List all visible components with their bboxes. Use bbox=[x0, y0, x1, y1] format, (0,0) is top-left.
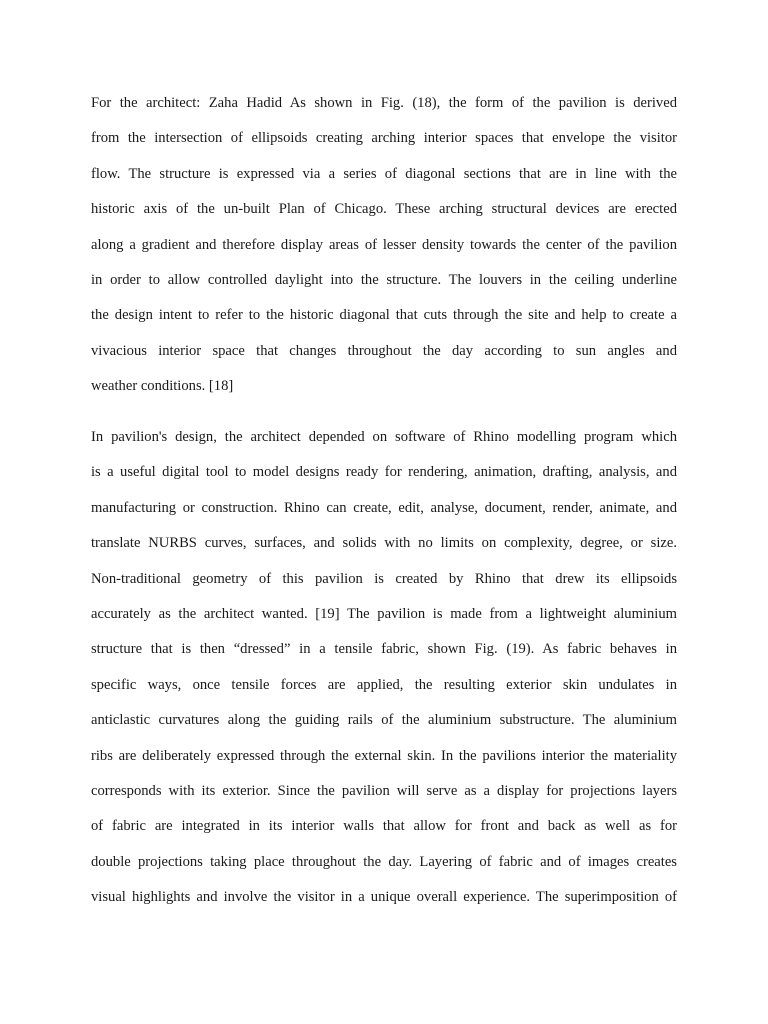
paragraph-line: flow. The structure is expressed via a series of diagonal sections that are in line with the bbox=[91, 165, 677, 182]
paragraph-line: anticlastic curvatures along the guiding rails of the aluminium substructure. The aluminium bbox=[91, 712, 677, 729]
paragraph-line: specific ways, once tensile forces are applied, the resulting exterior skin undulates in bbox=[91, 676, 677, 693]
paragraph-line: of fabric are integrated in its interior walls that allow for front and back as well as for bbox=[91, 818, 677, 835]
paragraph-line: ribs are deliberately expressed through the external skin. In the pavilions interior the materiality bbox=[91, 747, 677, 764]
paragraph-line: corresponds with its exterior. Since the pavilion will serve as a display for projections layers bbox=[91, 782, 677, 799]
paragraph-line: the design intent to refer to the historic diagonal that cuts through the site and help to create a bbox=[91, 307, 677, 324]
paragraph-line: along a gradient and therefore display areas of lesser density towards the center of the pavilion bbox=[91, 236, 677, 253]
paragraph-line: is a useful digital tool to model designs ready for rendering, animation, drafting, analysis, and bbox=[91, 464, 677, 481]
paragraph-line: visual highlights and involve the visitor in a unique overall experience. The superimposition of bbox=[91, 889, 677, 906]
paragraph-line: double projections taking place throughout the day. Layering of fabric and of images creates bbox=[91, 853, 677, 870]
paragraph-zaha-hadid-pavilion bbox=[91, 86, 677, 405]
paragraph-line: in order to allow controlled daylight into the structure. The louvers in the ceiling underline bbox=[91, 271, 677, 288]
paragraph-rhino-modelling bbox=[91, 420, 677, 915]
paragraph-line: Non-traditional geometry of this pavilion is created by Rhino that drew its ellipsoids bbox=[91, 570, 677, 587]
paragraph-line: historic axis of the un-built Plan of Chicago. These arching structural devices are erected bbox=[91, 201, 677, 218]
paragraph-line: translate NURBS curves, surfaces, and solids with no limits on complexity, degree, or size. bbox=[91, 535, 677, 552]
paragraph-line: structure that is then “dressed” in a tensile fabric, shown Fig. (19). As fabric behaves in bbox=[91, 641, 677, 658]
paragraph-line: accurately as the architect wanted. [19] The pavilion is made from a lightweight aluminium bbox=[91, 605, 677, 622]
paragraph-line: from the intersection of ellipsoids creating arching interior spaces that envelope the visitor bbox=[91, 130, 677, 147]
paragraph-line: In pavilion's design, the architect depended on software of Rhino modelling program which bbox=[91, 429, 677, 445]
paragraph-line: vivacious interior space that changes throughout the day according to sun angles and bbox=[91, 342, 677, 359]
paragraph-line: weather conditions. [18] bbox=[91, 378, 234, 395]
paragraph-line: manufacturing or construction. Rhino can create, edit, analyse, document, render, animate, and bbox=[91, 499, 677, 516]
paragraph-line: For the architect: Zaha Hadid As shown in Fig. (18), the form of the pavilion is derived bbox=[91, 95, 677, 111]
